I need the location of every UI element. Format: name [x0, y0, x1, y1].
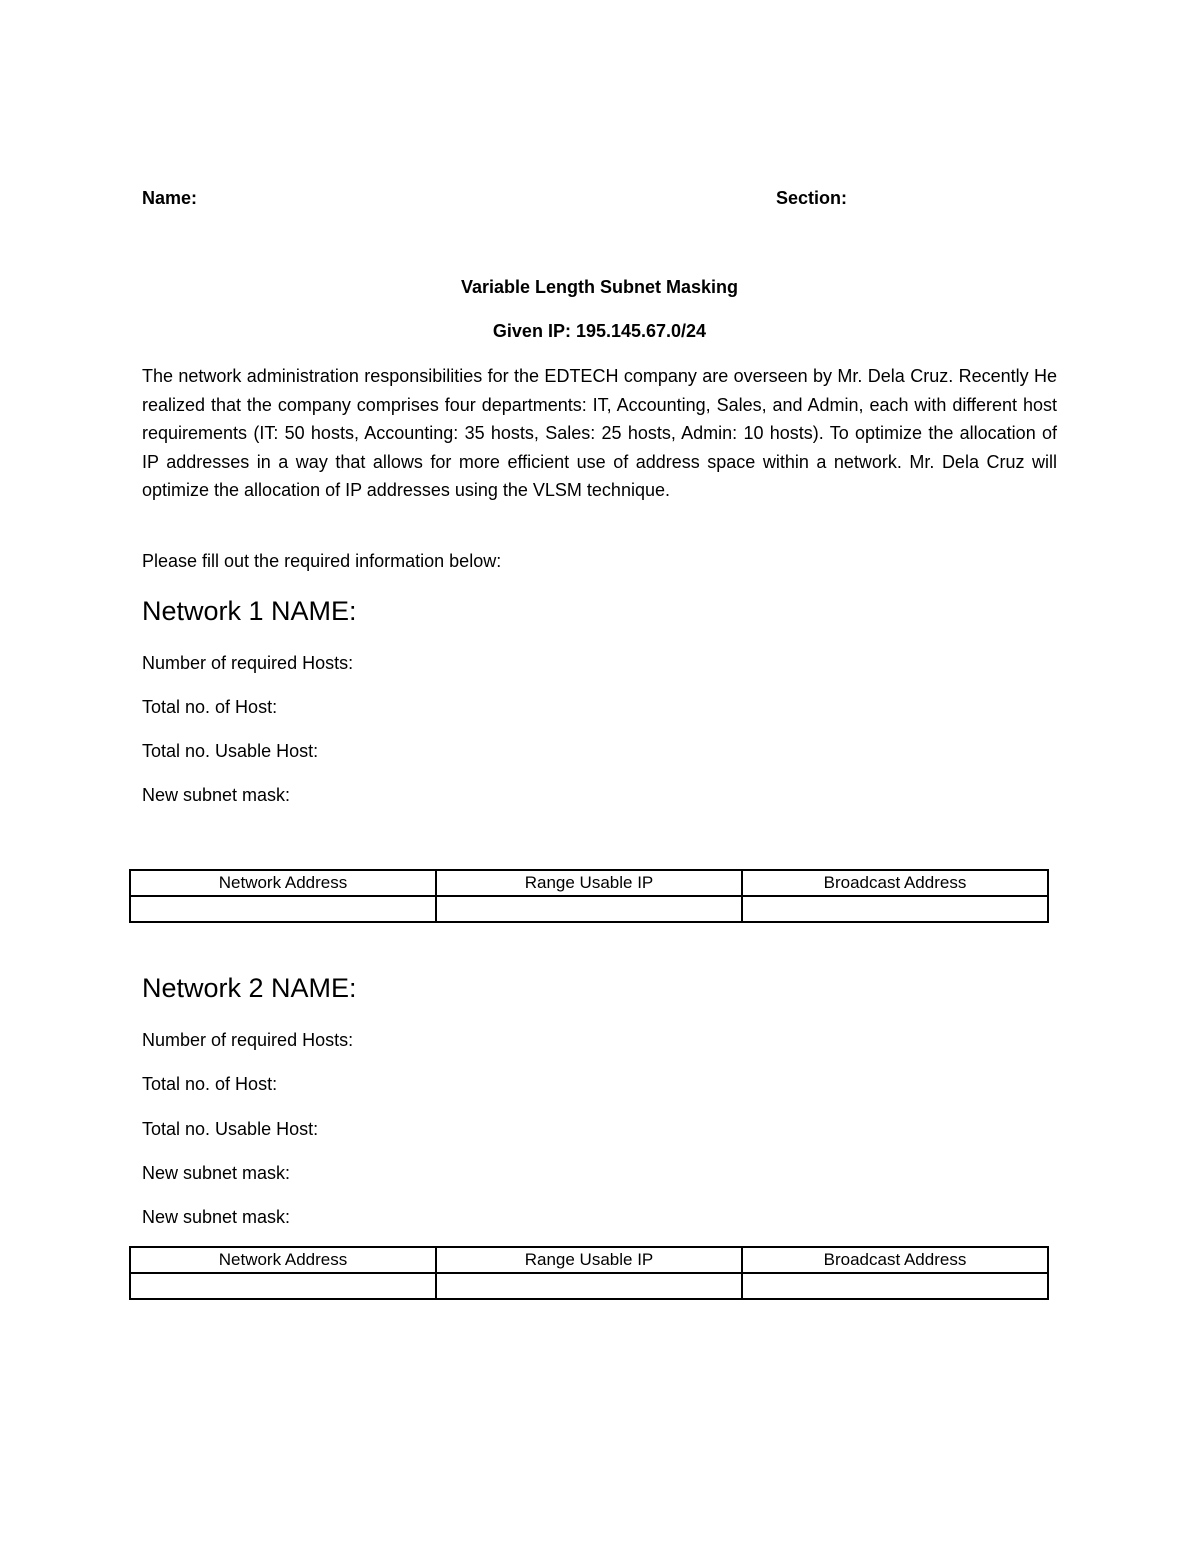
range-usable-ip-cell[interactable]	[436, 1273, 742, 1299]
table-header-row	[130, 870, 1048, 896]
table-row	[130, 896, 1048, 922]
network-2-subnet-mask-label: New subnet mask:	[142, 1163, 291, 1183]
intro-paragraph: The network administration responsibilities for the EDTECH company are overseen by Mr. Dela Cruz. Recently He realized that the company comprises four departments: IT, Accounting, Sales, and Admin, each with different host requirements (IT: 50 hosts, Accounting: 35 hosts, Sales: 25 hosts, Admin: 10 hosts). To optimize the allocation of IP addresses in a way that allows for more efficient use of address space within a network. Mr. Dela Cruz will optimize the allocation of IP addresses using the VLSM technique.	[142, 366, 1057, 501]
table-header-row	[130, 1247, 1048, 1273]
network-1-required-hosts-label: Number of required Hosts:	[142, 653, 354, 673]
network-2-required-hosts-label: Number of required Hosts:	[142, 1030, 354, 1050]
network-2-total-hosts-label: Total no. of Host:	[142, 1074, 278, 1094]
network-address-cell[interactable]	[130, 1273, 436, 1299]
broadcast-address-cell[interactable]	[742, 896, 1048, 922]
network-address-header: Network Address	[130, 870, 436, 896]
network-address-cell[interactable]	[130, 896, 436, 922]
instruction-text: Please fill out the required information below:	[142, 551, 502, 571]
name-label: Name:	[142, 188, 198, 208]
document-title: Variable Length Subnet Masking	[460, 277, 739, 297]
network-1-usable-hosts-label: Total no. Usable Host:	[142, 741, 319, 761]
network-1-heading: Network 1 NAME:	[142, 596, 357, 626]
broadcast-address-cell[interactable]	[742, 1273, 1048, 1299]
network-2-usable-hosts-label: Total no. Usable Host:	[142, 1119, 319, 1139]
broadcast-address-header: Broadcast Address	[742, 870, 1048, 896]
range-usable-ip-header: Range Usable IP	[436, 1247, 742, 1273]
network-1-address-table	[129, 869, 1049, 923]
section-label: Section:	[776, 188, 848, 208]
network-2-heading: Network 2 NAME:	[142, 973, 357, 1003]
broadcast-address-header: Broadcast Address	[742, 1247, 1048, 1273]
given-ip: Given IP: 195.145.67.0/24	[492, 321, 707, 341]
range-usable-ip-cell[interactable]	[436, 896, 742, 922]
network-1-total-hosts-label: Total no. of Host:	[142, 697, 278, 717]
network-2-subnet-mask-label-repeat: New subnet mask:	[142, 1207, 291, 1227]
network-address-header: Network Address	[130, 1247, 436, 1273]
network-2-address-table	[129, 1246, 1049, 1300]
network-1-subnet-mask-label: New subnet mask:	[142, 785, 291, 805]
table-row	[130, 1273, 1048, 1299]
range-usable-ip-header: Range Usable IP	[436, 870, 742, 896]
